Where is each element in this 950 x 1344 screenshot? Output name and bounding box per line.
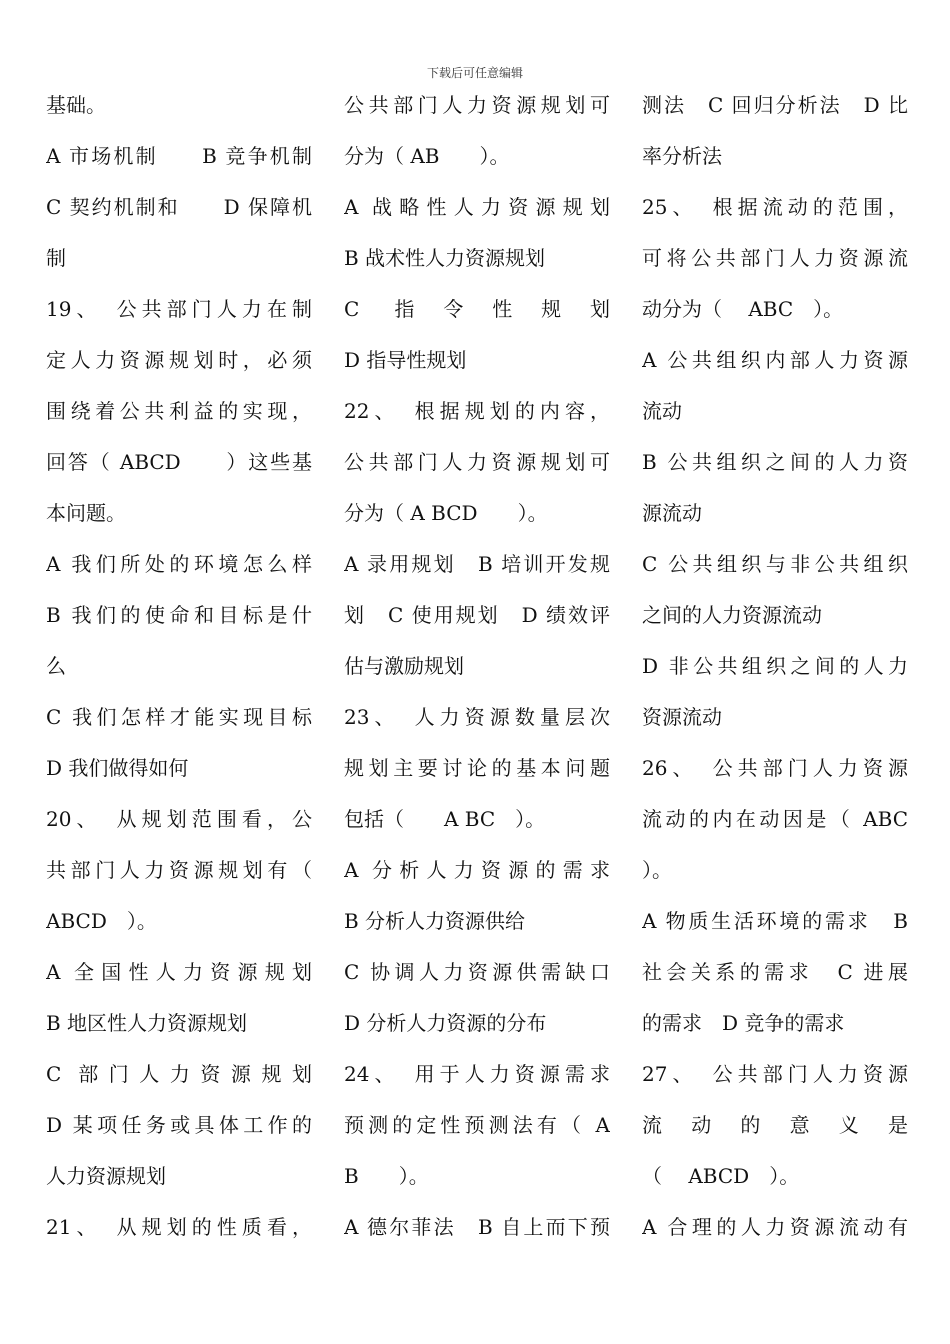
text-line: D 指导性规划 xyxy=(344,348,467,372)
text-line: A 市场机制 B 竞争机制 xyxy=(46,144,312,168)
text-line: 公共部门人力资源规划可 xyxy=(344,93,610,117)
text-line: A 全国性人力资源规划 xyxy=(46,960,312,984)
text-line: 之间的人力资源流动 xyxy=(642,603,822,627)
text-line: 率分析法 xyxy=(642,144,722,168)
text-line: 可将公共部门人力资源流 xyxy=(642,246,908,270)
text-line: B ）。 xyxy=(344,1164,429,1188)
text-line: 划 C 使用规划 D 绩效评 xyxy=(344,603,610,627)
text-line: 制 xyxy=(46,246,66,270)
text-line: 的需求 D 竞争的需求 xyxy=(642,1011,845,1035)
text-line: ）。 xyxy=(642,858,672,882)
text-line: C 部门人力资源规划 xyxy=(46,1062,312,1086)
text-line: B 我们的使命和目标是什 xyxy=(46,603,312,627)
text-line: 21、 从规划的性质看， xyxy=(46,1215,312,1239)
text-line: 定人力资源规划时，必须 xyxy=(46,348,312,372)
text-line: 么 xyxy=(46,654,66,678)
text-line: C 我们怎样才能实现目标 xyxy=(46,705,312,729)
text-line: ABCD ）。 xyxy=(46,909,157,933)
text-line: B 地区性人力资源规划 xyxy=(46,1011,248,1035)
text-line: 24、 用于人力资源需求 xyxy=(344,1062,610,1086)
text-line: A 我们所处的环境怎么样 xyxy=(46,552,312,576)
text-line: 本问题。 xyxy=(46,501,126,525)
text-line: 流动的意义是 xyxy=(642,1113,908,1137)
page-header: 下载后可任意编辑 xyxy=(426,66,523,80)
text-line: 围绕着公共利益的实现， xyxy=(46,399,312,423)
text-line: 社会关系的需求 C 进展 xyxy=(642,960,908,984)
text-line: 分为（ A BCD ）。 xyxy=(344,501,548,525)
text-line: C 公共组织与非公共组织 xyxy=(642,552,908,576)
text-line: C 指令性规划 xyxy=(344,297,610,321)
text-line: C 协调人力资源供需缺口 xyxy=(344,960,610,984)
text-line: 资源流动 xyxy=(642,705,722,729)
text-line: 基础。 xyxy=(46,93,106,117)
text-line: D 我们做得如何 xyxy=(46,756,189,780)
text-line: 22、 根据规划的内容， xyxy=(344,399,610,423)
text-line: A 录用规划 B 培训开发规 xyxy=(344,552,610,576)
text-line: 共部门人力资源规划有（ xyxy=(46,858,312,882)
text-line: 分为（ AB ）。 xyxy=(344,144,510,168)
text-line: 规划主要讨论的基本问题 xyxy=(344,756,610,780)
text-line: 预测的定性预测法有（ A xyxy=(344,1113,610,1137)
text-line: A 分析人力资源的需求 xyxy=(344,858,610,882)
text-line: A 合理的人力资源流动有 xyxy=(642,1215,908,1239)
text-line: 回答（ ABCD ）这些基 xyxy=(46,450,312,474)
text-line: 23、 人力资源数量层次 xyxy=(344,705,610,729)
text-line: 测法 C 回归分析法 D 比 xyxy=(642,93,908,117)
text-line: 流动的内在动因是（ ABC xyxy=(642,807,908,831)
text-line: 27、 公共部门人力资源 xyxy=(642,1062,908,1086)
text-line: 人力资源规划 xyxy=(46,1164,166,1188)
text-line: 动分为（ ABC ）。 xyxy=(642,297,844,321)
text-line: B 分析人力资源供给 xyxy=(344,909,526,933)
text-line: （ ABCD ）。 xyxy=(642,1164,800,1188)
text-line: 20、 从规划范围看，公 xyxy=(46,807,312,831)
text-line: A 物质生活环境的需求 B xyxy=(642,909,908,933)
text-line: 公共部门人力资源规划可 xyxy=(344,450,610,474)
text-line: 25、 根据流动的范围， xyxy=(642,195,908,219)
text-column-2 xyxy=(344,80,610,1253)
text-line: 19、 公共部门人力在制 xyxy=(46,297,312,321)
text-line: D 分析人力资源的分布 xyxy=(344,1011,547,1035)
text-line: D 非公共组织之间的人力 xyxy=(642,654,908,678)
text-line: D 某项任务或具体工作的 xyxy=(46,1113,312,1137)
text-line: A 公共组织内部人力资源 xyxy=(642,348,908,372)
text-line: A 德尔菲法 B 自上而下预 xyxy=(344,1215,610,1239)
text-column-3 xyxy=(642,80,908,1253)
text-line: C 契约机制和 D 保障机 xyxy=(46,195,312,219)
text-line: 源流动 xyxy=(642,501,702,525)
text-line: 估与激励规划 xyxy=(344,654,464,678)
text-line: A 战略性人力资源规划 xyxy=(344,195,610,219)
text-line: 26、 公共部门人力资源 xyxy=(642,756,908,780)
text-column-1 xyxy=(46,80,312,1253)
text-line: 流动 xyxy=(642,399,682,423)
text-line: 包括（ A BC ）。 xyxy=(344,807,546,831)
text-line: B 战术性人力资源规划 xyxy=(344,246,546,270)
text-line: B 公共组织之间的人力资 xyxy=(642,450,908,474)
